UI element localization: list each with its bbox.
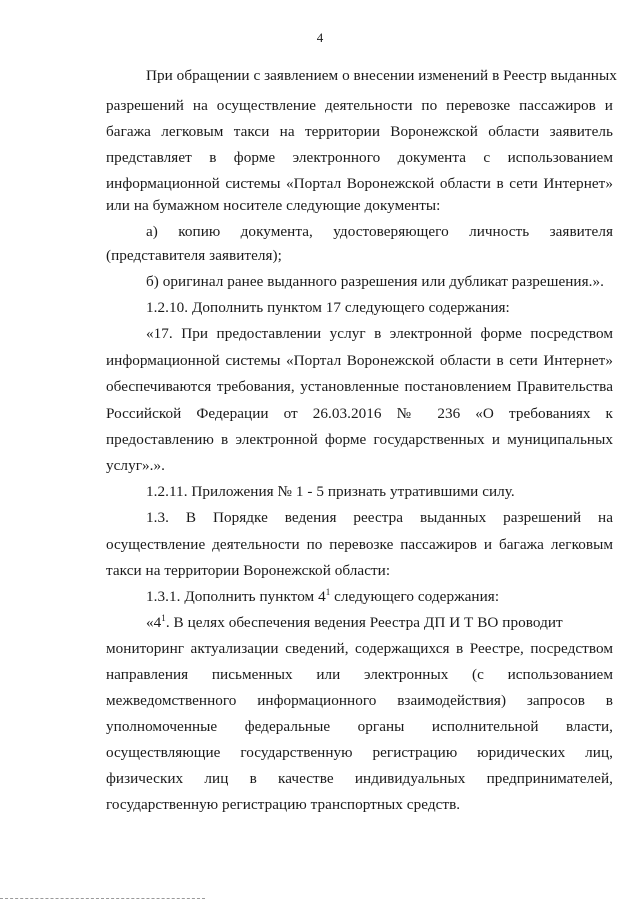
text-line: информационной системы «Портал Воронежской области в сети Интернет»	[106, 352, 613, 369]
text-line: (представителя заявителя);	[106, 247, 282, 264]
text-line	[146, 587, 613, 607]
text-line: б) оригинал ранее выданного разрешения или дубликат разрешения.».	[146, 273, 604, 290]
text-line: мониторинг актуализации сведений, содержащихся в Реестре, посредством	[106, 640, 613, 657]
text-line: разрешений на осуществление деятельности по перевозке пассажиров и	[106, 97, 613, 114]
text-line: обеспечиваются требования, установленные постановлением Правительства	[106, 378, 613, 395]
text-line: осуществляющие государственную регистрацию юридических лиц,	[106, 744, 613, 761]
text-line: направления письменных или электронных (с использованием	[106, 666, 613, 683]
text-line: 1.2.11. Приложения № 1 - 5 признать утратившими силу.	[146, 483, 515, 500]
page-number: 4	[316, 30, 324, 45]
text-line: Российской Федерации от 26.03.2016 № 236 «О требованиях к	[106, 405, 613, 422]
text-line: или на бумажном носителе следующие документы:	[106, 197, 441, 214]
text-line: 1.2.10. Дополнить пунктом 17 следующего содержания:	[146, 299, 510, 316]
text-line: При обращении с заявлением о внесении изменений в Реестр выданных	[146, 67, 617, 84]
text-line: 1.3. В Порядке ведения реестра выданных разрешений на	[146, 509, 613, 526]
text-line: багажа легковым такси на территории Воронежской области заявитель	[106, 123, 613, 140]
text-line: уполномоченные федеральные органы исполнительной власти,	[106, 718, 613, 735]
scan-edge-line	[0, 898, 205, 899]
text-line: а) копию документа, удостоверяющего личность заявителя	[146, 223, 613, 240]
text-line: представляет в форме электронного документа с использованием	[106, 149, 613, 166]
text-line	[146, 613, 613, 633]
text-line: услуг».».	[106, 457, 165, 474]
text-segment: «4	[146, 614, 162, 631]
text-line: «17. При предоставлении услуг в электронной форме посредством	[146, 325, 613, 342]
text-line: такси на территории Воронежской области:	[106, 562, 391, 579]
text-segment: 1.3.1. Дополнить пунктом 4	[146, 588, 326, 605]
text-line: государственную регистрацию транспортных средств.	[106, 796, 461, 813]
superscript: 1	[161, 613, 166, 623]
text-segment: следующего содержания:	[330, 588, 500, 605]
text-line: предоставлению в электронной форме государственных и муниципальных	[106, 431, 613, 448]
superscript: 1	[325, 587, 331, 597]
text-line: межведомственного информационного взаимодействия) запросов в	[106, 692, 613, 709]
text-line: физических лиц в качестве индивидуальных предпринимателей,	[106, 770, 613, 787]
text-segment: . В целях обеспечения ведения Реестра ДП И Т ВО проводит	[165, 614, 563, 631]
text-line: осуществление деятельности по перевозке пассажиров и багажа легковым	[106, 536, 613, 553]
text-line: информационной системы «Портал Воронежской области в сети Интернет»	[106, 175, 613, 192]
